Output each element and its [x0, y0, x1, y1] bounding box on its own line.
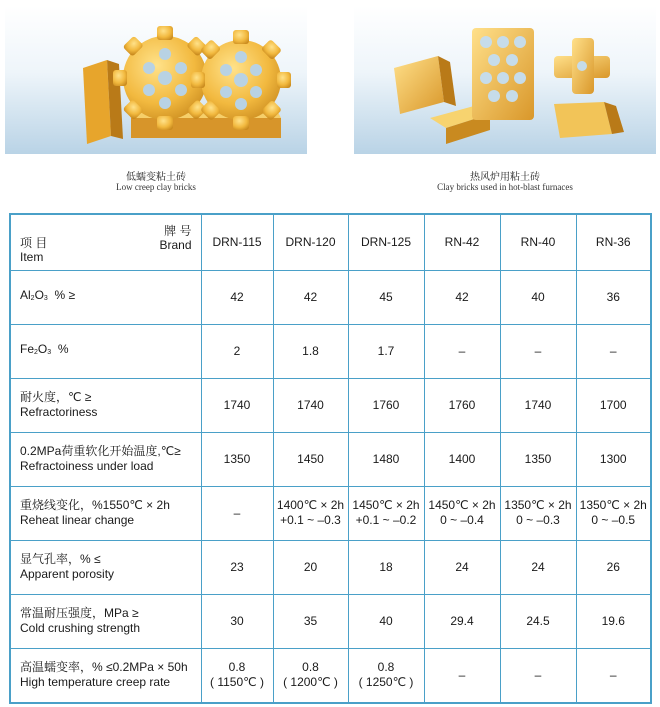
brand-label-zh: 牌 号 — [164, 224, 192, 238]
value-cell — [348, 378, 424, 432]
value-cell — [424, 432, 500, 486]
value-line: – — [534, 343, 542, 358]
row-label-en: Apparent porosity — [20, 567, 115, 581]
value-line: 0.8 — [228, 660, 246, 675]
formula-part: Fe — [20, 342, 35, 356]
brand-label-en: Brand — [159, 238, 192, 252]
value-cell — [576, 270, 651, 324]
value-cell — [201, 486, 273, 540]
corner-header-cell — [10, 214, 201, 270]
value-line: 24 — [531, 559, 545, 574]
value-line: 1760 — [448, 397, 476, 412]
table-header-row — [10, 214, 651, 270]
row-label-zh: 重烧线变化，%1550℃ × 2h — [20, 498, 170, 512]
value-cell — [500, 486, 576, 540]
value-cell — [201, 378, 273, 432]
value-cell — [424, 486, 500, 540]
value-cell — [273, 540, 348, 594]
value-line: 1450℃ × 2h — [428, 498, 496, 512]
value-cell — [500, 594, 576, 648]
value-cell — [424, 270, 500, 324]
value-cell — [576, 594, 651, 648]
value-cell — [500, 648, 576, 703]
value-cell — [576, 432, 651, 486]
brand-header-rn-36: RN-36 — [576, 214, 651, 270]
row-label-zh: 常温耐压强度，MPa ≥ — [20, 606, 139, 620]
value-line: 1300 — [599, 451, 627, 466]
item-label-zh: 项 目 — [20, 236, 48, 250]
row-label-zh: 显气孔率，% ≤ — [20, 552, 101, 566]
value-line: 1480 — [372, 451, 400, 466]
value-cell — [500, 324, 576, 378]
value-line: 0 ~ –0.5 — [591, 513, 636, 527]
value-line: 1740 — [223, 397, 251, 412]
value-line: 29.4 — [450, 613, 474, 628]
value-line: 1350 — [223, 451, 251, 466]
brand-header-rn-42: RN-42 — [424, 214, 500, 270]
value-line: 0.8 — [377, 660, 395, 675]
brand-header-rn-40: RN-40 — [500, 214, 576, 270]
value-cell — [348, 270, 424, 324]
value-line: ( 1250℃ ) — [358, 675, 414, 690]
row-label — [10, 486, 201, 540]
value-cell — [576, 486, 651, 540]
value-line: 24 — [455, 559, 469, 574]
value-line: 0 ~ –0.3 — [516, 513, 560, 527]
value-cell — [576, 540, 651, 594]
value-cell — [201, 594, 273, 648]
value-line: 0.8 — [302, 660, 319, 675]
value-line: 1450℃ × 2h — [352, 498, 420, 512]
formula-part: O — [37, 342, 48, 356]
value-line: 40 — [379, 613, 393, 628]
formula-part: 2 — [34, 349, 38, 356]
table-row — [10, 594, 651, 648]
row-label-en: High temperature creep rate — [20, 675, 171, 690]
value-line: 20 — [303, 559, 318, 574]
formula-part: O — [34, 288, 44, 302]
value-cell — [201, 270, 273, 324]
value-cell — [500, 378, 576, 432]
value-cell — [500, 432, 576, 486]
row-label-zh: 耐火度，℃ ≥ — [20, 390, 92, 404]
row-label — [10, 378, 201, 432]
brand-header-drn-120: DRN-120 — [273, 214, 348, 270]
row-label-en: Refractoriness — [20, 405, 98, 419]
formula-part: % — [51, 342, 69, 356]
value-line: – — [233, 505, 241, 520]
row-label — [10, 594, 201, 648]
value-cell — [424, 540, 500, 594]
caption-2-en: Clay bricks used in hot-blast furnaces — [437, 182, 573, 192]
table-row — [10, 486, 651, 540]
value-line: 1.8 — [302, 343, 319, 358]
value-cell — [576, 378, 651, 432]
value-line: ( 1150℃ ) — [210, 675, 264, 690]
value-line: 45 — [379, 289, 393, 304]
value-cell — [348, 540, 424, 594]
value-line: 1450 — [297, 451, 324, 466]
value-cell — [348, 594, 424, 648]
row-formula — [20, 288, 201, 306]
value-cell — [201, 648, 273, 703]
value-cell — [273, 270, 348, 324]
row-label-en: Refractoiness under load — [20, 459, 154, 473]
value-line: 1700 — [599, 397, 627, 412]
table-row — [10, 270, 651, 324]
hot-blast-bricks-image — [354, 6, 656, 154]
value-cell — [500, 270, 576, 324]
row-label-en: Reheat linear change — [20, 513, 135, 527]
row-formula — [20, 342, 201, 360]
value-line: ( 1200℃ ) — [283, 675, 338, 690]
value-line: 40 — [531, 289, 545, 304]
row-label-zh: 0.2MPa荷重软化开始温度,℃≥ — [20, 444, 181, 458]
value-cell — [273, 648, 348, 703]
row-label — [10, 432, 201, 486]
value-cell — [424, 648, 500, 703]
value-line: 23 — [230, 559, 244, 574]
caption-2-zh: 热风炉用粘土砖 — [470, 172, 540, 183]
value-line: – — [609, 667, 617, 682]
table-row — [10, 378, 651, 432]
value-line: – — [458, 343, 466, 358]
value-line: 2 — [233, 343, 241, 358]
value-line: – — [534, 667, 542, 682]
formula-part: 2 — [30, 295, 35, 302]
formula-part: % ≥ — [47, 288, 76, 302]
value-line: 35 — [303, 613, 318, 628]
row-label-zh: 高温蠕变率，% ≤0.2MPa × 50h — [20, 660, 188, 675]
value-line: 1740 — [297, 397, 324, 412]
value-cell — [273, 378, 348, 432]
spec-table — [9, 213, 652, 704]
value-cell — [201, 432, 273, 486]
caption-1-zh: 低蠕变粘土砖 — [126, 172, 186, 183]
formula-part: Al — [20, 288, 31, 302]
value-cell — [273, 594, 348, 648]
value-cell — [348, 648, 424, 703]
value-cell — [576, 648, 651, 703]
value-line: 0 ~ –0.4 — [440, 513, 484, 527]
value-line: 36 — [606, 289, 620, 304]
value-line: 1350 — [524, 451, 552, 466]
value-line: 18 — [379, 559, 393, 574]
value-cell — [424, 594, 500, 648]
brand-header-drn-125: DRN-125 — [348, 214, 424, 270]
value-line: 30 — [230, 613, 244, 628]
photo-low-creep-clay-bricks — [5, 6, 307, 154]
value-cell — [576, 324, 651, 378]
table-row — [10, 540, 651, 594]
brand-header-drn-115: DRN-115 — [201, 214, 273, 270]
value-cell — [424, 378, 500, 432]
value-line: +0.1 ~ –0.3 — [280, 513, 341, 527]
value-line: 19.6 — [601, 613, 625, 628]
value-cell — [348, 324, 424, 378]
value-cell — [500, 540, 576, 594]
value-cell — [348, 432, 424, 486]
value-cell — [201, 324, 273, 378]
item-label-en: Item — [20, 250, 44, 264]
value-line: 26 — [606, 559, 620, 574]
value-line: – — [458, 667, 466, 682]
row-label — [10, 270, 201, 324]
value-line: 1760 — [372, 397, 400, 412]
value-line: 1.7 — [377, 343, 395, 358]
value-line: 1740 — [524, 397, 552, 412]
formula-part: 3 — [47, 349, 52, 356]
formula-part: 3 — [43, 295, 48, 302]
row-label — [10, 324, 201, 378]
value-cell — [273, 324, 348, 378]
value-line: 42 — [230, 289, 244, 304]
row-label-en: Cold crushing strength — [20, 621, 141, 635]
value-line: 24.5 — [526, 613, 550, 628]
value-line: 1350℃ × 2h — [579, 498, 647, 512]
value-line: – — [609, 343, 617, 358]
low-creep-bricks-image — [5, 6, 307, 154]
row-label — [10, 540, 201, 594]
caption-1-en: Low creep clay bricks — [116, 182, 196, 192]
value-line: 1350℃ × 2h — [504, 498, 572, 512]
value-cell — [201, 540, 273, 594]
value-cell — [273, 486, 348, 540]
table-row — [10, 432, 651, 486]
value-cell — [273, 432, 348, 486]
value-line: 42 — [455, 289, 469, 304]
table-row — [10, 324, 651, 378]
row-label — [10, 648, 201, 703]
table-row — [10, 648, 651, 703]
value-cell — [424, 324, 500, 378]
value-line: +0.1 ~ –0.2 — [355, 513, 417, 527]
value-cell — [348, 486, 424, 540]
value-line: 1400℃ × 2h — [276, 498, 345, 512]
value-line: 1400 — [448, 451, 476, 466]
value-line: 42 — [303, 289, 318, 304]
photo-hot-blast-clay-bricks — [354, 6, 656, 154]
